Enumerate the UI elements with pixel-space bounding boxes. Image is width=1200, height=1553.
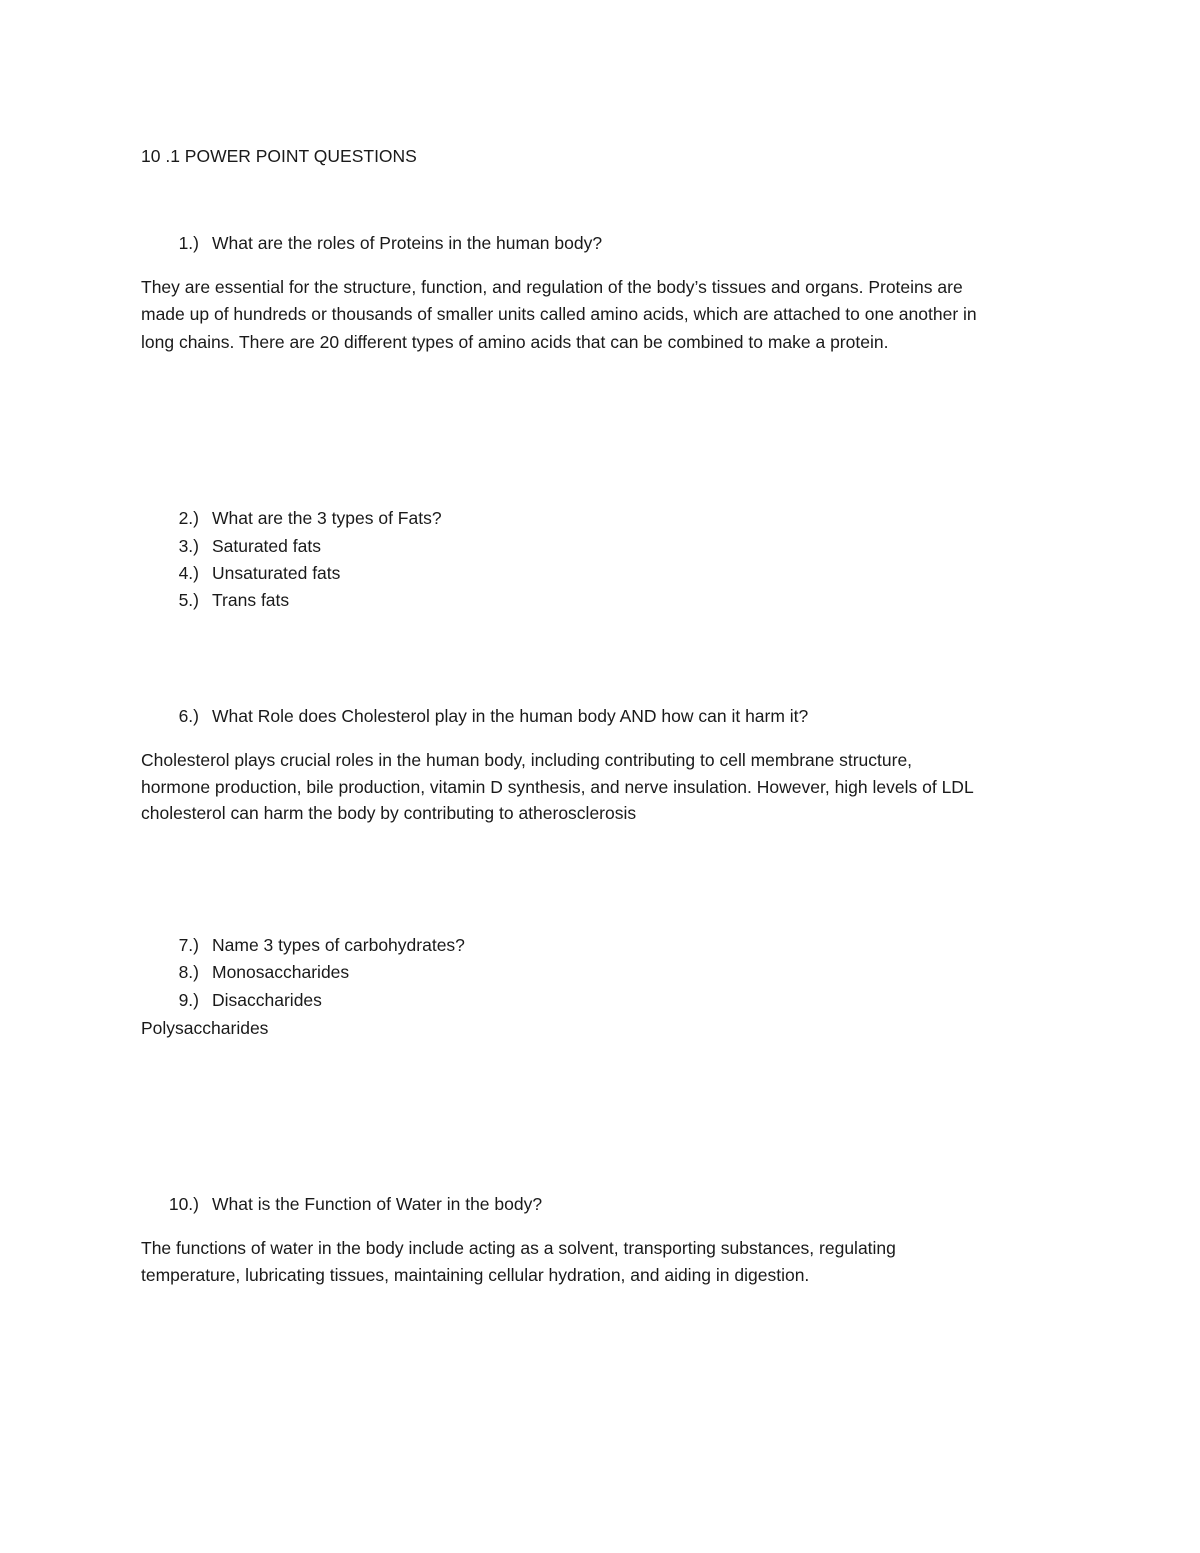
answer-6-line-1: Cholesterol plays crucial roles in the human body, including contributing to cell membrane structure, (141, 750, 913, 770)
list-item-number: 3.) (178, 536, 199, 556)
list-item: Monosaccharides (212, 962, 350, 982)
list-item-number: 4.) (178, 563, 199, 583)
answer-1-line-2: made up of hundreds or thousands of smaller units called amino acids, which are attached to one another in (141, 304, 977, 324)
question-10-text: What is the Function of Water in the body? (212, 1194, 543, 1214)
list-item-number: 9.) (178, 990, 199, 1010)
list-item-number: 5.) (178, 590, 199, 610)
list-item: Disaccharides (212, 990, 322, 1010)
list-item: Saturated fats (212, 536, 321, 556)
list-item: Trans fats (212, 590, 290, 610)
answer-10-line-1: The functions of water in the body include acting as a solvent, transporting substances, regulating (141, 1238, 896, 1258)
answer-1-line-3: long chains. There are 20 different types of amino acids that can be combined to make a protein. (141, 332, 889, 352)
question-7-text: Name 3 types of carbohydrates? (212, 935, 465, 955)
answer-10-line-2: temperature, lubricating tissues, maintaining cellular hydration, and aiding in digestion. (141, 1265, 810, 1285)
question-2-number: 2.) (178, 508, 199, 528)
question-2-text: What are the 3 types of Fats? (212, 508, 442, 528)
question-1-text: What are the roles of Proteins in the human body? (212, 233, 603, 253)
document-title: 10 .1 POWER POINT QUESTIONS (141, 146, 417, 166)
question-7-number: 7.) (178, 935, 199, 955)
answer-1-line-1: They are essential for the structure, function, and regulation of the body’s tissues and organs. Proteins are (141, 277, 963, 297)
answer-6-line-3: cholesterol can harm the body by contributing to atherosclerosis (141, 803, 637, 823)
question-10-number: 10.) (168, 1194, 199, 1214)
question-6-text: What Role does Cholesterol play in the human body AND how can it harm it? (212, 706, 809, 726)
question-1-number: 1.) (178, 233, 199, 253)
list-item: Unsaturated fats (212, 563, 341, 583)
answer-6-line-2: hormone production, bile production, vitamin D synthesis, and nerve insulation. However, high levels of LDL (141, 777, 974, 797)
list-item-extra: Polysaccharides (141, 1018, 269, 1038)
question-6-number: 6.) (178, 706, 199, 726)
list-item-number: 8.) (178, 962, 199, 982)
